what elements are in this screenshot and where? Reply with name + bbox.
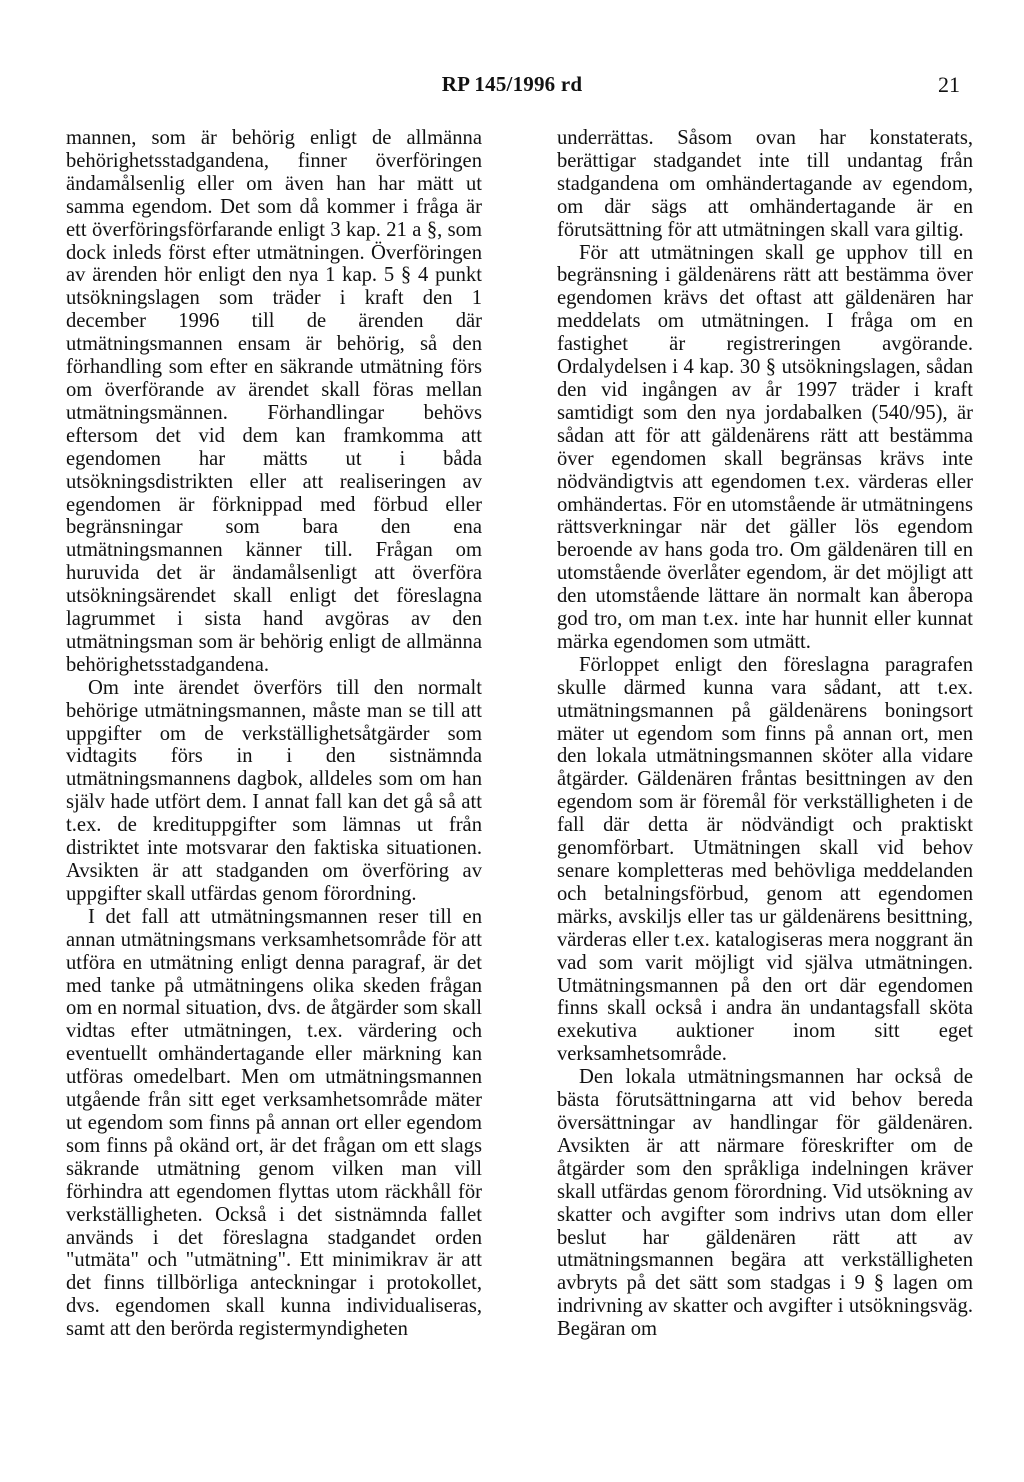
paragraph: Förloppet enligt den föreslagna paragrafen skulle därmed kunna vara sådant, att t.ex. utmätningsmannen på gäldenärens boningsort mäter ut egendom som finns på annan ort, men den lokala utmätningsmannen sköter alla vidare åtgärder. Gäldenären fråntas besittningen av den egendom som är föremål för verkställigheten i de fall där detta är nödvändigt och praktiskt genomförbart. Utmätningen skall vid behov senare kompletteras med behövliga meddelanden och betalningsförbud, genom att egendomen märks, avskiljs eller tas ur gäldenärens besittning, värderas eller t.ex. katalogiseras mera noggrant än vad som varit möjligt vid själva utmätningen. Utmätningsmannen på den ort där egendomen finns skall också i andra än undantagsfall sköta exekutiva auktioner inom sitt eget verksamhetsområde.	[557, 653, 973, 1066]
paragraph: För att utmätningen skall ge upphov till en begränsning i gäldenärens rätt att bestämma över egendomen krävs det oftast att gäldenären har meddelats om utmätningen. I fråga om en fastighet är registreringen avgörande. Ordalydelsen i 4 kap. 30 § utsökningslagen, sådan den vid ingången av år 1997 träder i kraft samtidigt som den nya jordabalken (540/95), är sådan att för att gäldenärens rätt att bestämma över egendomen skall begränsas krävs inte nödvändigtvis att egendomen t.ex. värderas eller omhändertas. För en utomstående är utmätningens rättsverkningar när det gäller lös egendom beroende av hans goda tro. Om gäldenären till en utomstående överlåter egendom, är det möjligt att den utomstående lättare än normalt kan åberopa god tro, om man t.ex. inte har hunnit eller kunnat märka egendomen som utmätt.	[557, 241, 973, 653]
paragraph: mannen, som är behörig enligt de allmänna behörighetsstadgandena, finner överföringen ändamålsenlig eller om även han har mätt ut samma egendom. Det som då kommer i fråga är ett överföringsförfarande enligt 3 kap. 21 a §, som dock inleds först efter utmätningen. Överföringen av ärenden hör enligt den nya 1 kap. 5 § 4 punkt utsökningslagen som träder i kraft den 1 december 1996 till de ärenden där utmätningsmannen ensam är behörig, så den förhandling som efter en säkrande utmätning förs om överförande av ärendet skall föras mellan utmätningsmännen. Förhandlingar behövs eftersom det vid dem kan framkomma att egendomen har mätts ut i båda utsökningsdistrikten eller att realiseringen av egendomen är förknippad med förbud eller begränsningar som bara den ena utmätningsmannen känner till. Frågan om huruvida det är ändamålsenligt att överföra utsökningsärendet skall enligt det föreslagna lagrummet i sista hand avgöras av den utmätningsman som är behörig enligt de allmänna behörighetsstadgandena.	[66, 127, 482, 676]
paragraph: underrättas. Såsom ovan har konstaterats, berättigar stadgandet inte till undantag från stadgandena om omhändertagande av egendom, om där sägs att omhändertagande är en förutsättning för att utmätningen skall vara giltig.	[557, 127, 973, 241]
left-column	[66, 127, 482, 1341]
right-column	[557, 127, 973, 1341]
page-number: 21	[938, 72, 960, 97]
paragraph: Om inte ärendet överförs till den normalt behörige utmätningsmannen, måste man se till att uppgifter om de verkställighetsåtgärder som vidtagits förs in i den sistnämnda utmätningsmannens dagbok, alldeles som om han själv hade utfört dem. I annat fall kan det gå så att t.ex. de kredituppgifter som lämnas ut från distriktet inte motsvarar den faktiska situationen. Avsikten är att stadganden om överföring av uppgifter skall utfärdas genom förordning.	[66, 676, 482, 905]
paragraph: I det fall att utmätningsmannen reser till en annan utmätningsmans verksamhetsområde för att utföra en utmätning enligt denna paragraf, är det med tanke på utmätningens olika skeden frågan om en normal situation, dvs. de åtgärder som skall vidtas efter utmätningen, t.ex. värdering och eventuellt omhändertagande eller märkning kan utföras omedelbart. Men om utmätningsmannen utgående från sitt eget verksamhetsområde mäter ut egendom som finns på annan ort eller egendom som finns på okänd ort, är det frågan om ett slags säkrande utmätning genom vilken man vill förhindra att egendomen flyttas utom räckhåll för verkställigheten. Också i det sistnämnda fallet används i det föreslagna stadgandet orden "utmäta" och "utmätning". Ett minimikrav är att det finns tillbörliga anteckningar i protokollet, dvs. egendomen skall kunna individualiseras, samt att den berörda registermyndigheten	[66, 905, 482, 1341]
paragraph: Den lokala utmätningsmannen har också de bästa förutsättningarna att vid behov bereda översättningar av handlingar för gäldenären. Avsikten är att närmare föreskrifter om de åtgärder som den språkliga indelningen kräver skall utfärdas genom förordning. Vid utsökning av skatter och avgifter som indrivs utan dom eller beslut har gäldenären rätt att av utmätningsmannen begära att verkställigheten avbryts på det sätt som stadgas i 9 § lagen om indrivning av skatter och avgifter i utsökningsväg. Begäran om	[557, 1066, 973, 1341]
document-reference: RP 145/1996 rd	[441, 72, 583, 96]
